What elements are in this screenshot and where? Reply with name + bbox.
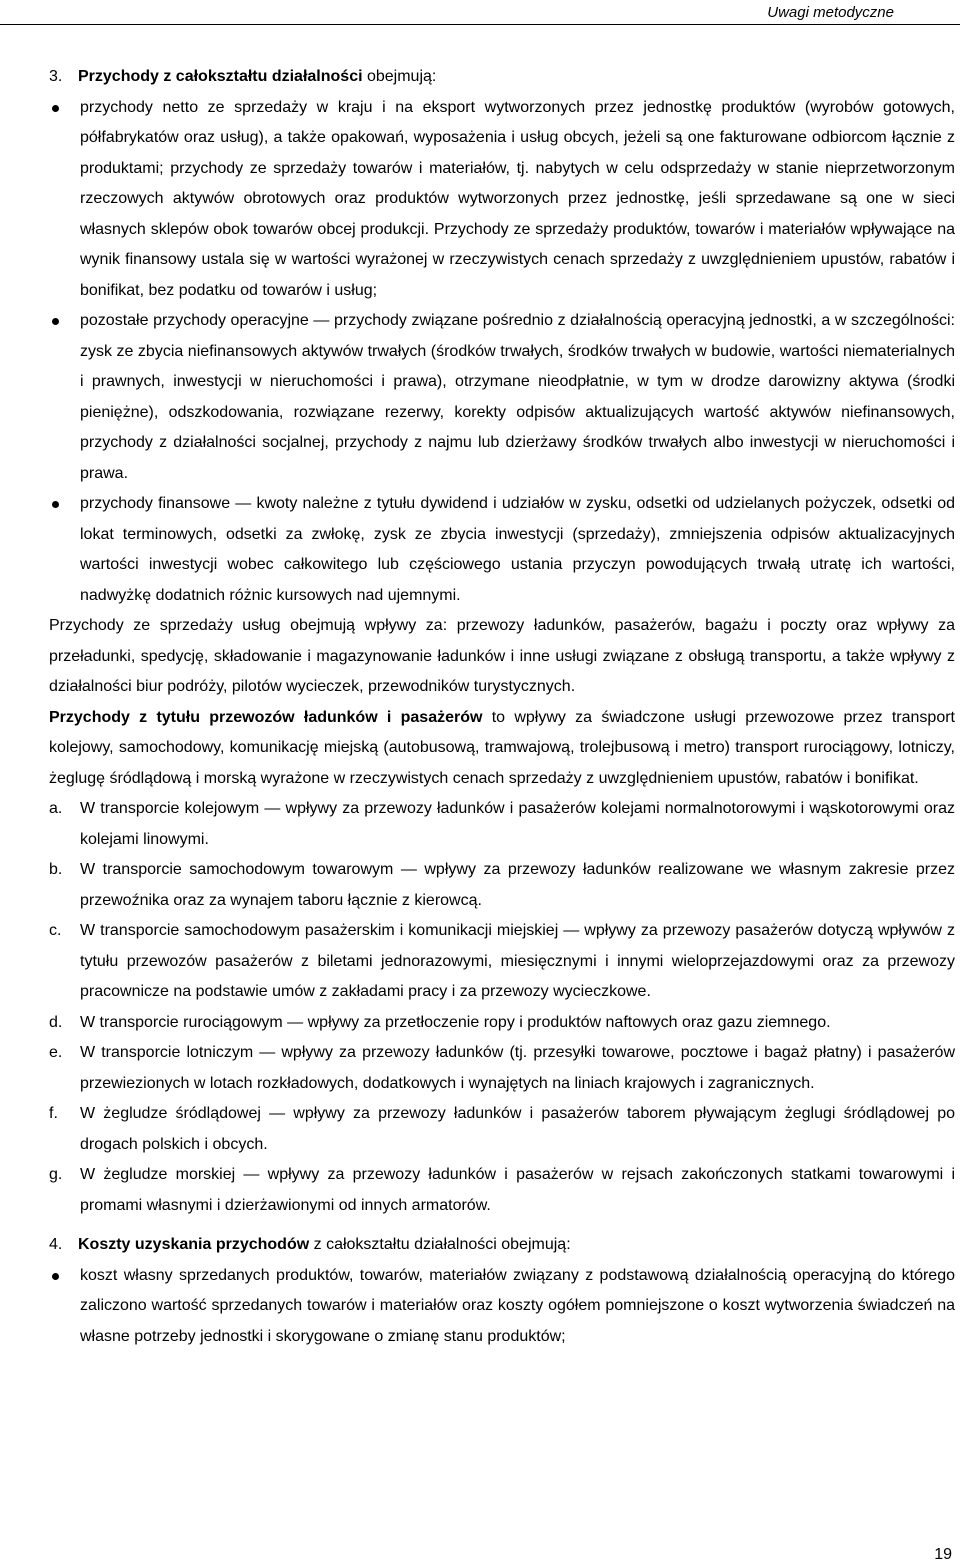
page-number: 19 xyxy=(934,1546,952,1563)
list-text: W transporcie kolejowym — wpływy za przewozy ładunków i pasażerów kolejami normalnotorowymi i wąskotorowymi oraz kolejami linowymi. xyxy=(80,800,955,848)
list-item xyxy=(49,1160,955,1221)
section-3-bullet-list xyxy=(49,93,955,612)
list-item xyxy=(49,1099,955,1160)
bullet-icon xyxy=(49,93,80,307)
list-letter: e. xyxy=(49,1044,63,1061)
list-item xyxy=(49,794,955,855)
transport-text: to wpływy za świadczone usługi przewozowe przez transport kolejowy, samochodowy, komunikację miejską (autobusową, tramwajową, trolejbusową i metro) transport rurociągowy, lotniczy, żeglugę śródlądową i morską wyrażone w rzeczywistych cenach sprzedaży z uwzględnieniem upustów, rabatów i bonifikat. xyxy=(49,708,956,787)
list-letter: c. xyxy=(49,922,62,939)
bullet-text: pozostałe przychody operacyjne — przychody związane pośrednio z działalnością operacyjną jednostki, a w szczególności: zysk ze zbycia niefinansowych aktywów trwałych (środków trwałych, środków trwałych w budowie, wartości niematerialnych i prawnych, inwestycji w nieruchomości i prawa), otrzymane nieodpłatnie, w tym w drodze darowizny aktywa (środki pieniężne), odszkodowania, rozwiązane rezerwy, korekty odpisów aktualizujących wartość aktywów niefinansowych, przychody z działalności socjalnej, przychody z najmu lub dzierżawy środków trwałych albo inwestycji w nieruchomości i prawa. xyxy=(80,312,955,482)
header-divider xyxy=(0,24,960,25)
bullet-text: przychody finansowe — kwoty należne z tytułu dywidend i udziałów w zysku, odsetki od udzielanych pożyczek, odsetki od lokat terminowych, odsetki za zwłokę, zysk ze zbycia inwestycji (sprzedaży), zmniejszenia odpisów aktualizacyjnych wartości inwestycji wobec całkowitego lub częściowego ustania przyczyn powodujących trwałą utratę ich wartości, nadwyżkę dodatnich różnic kursowych nad ujemnymi. xyxy=(80,495,955,604)
transport-title: Przychody z tytułu przewozów ładunków i pasażerów xyxy=(49,708,483,726)
list-text: W żegludze śródlądowej — wpływy za przewozy ładunków i pasażerów taborem pływającym żeglugi śródlądowej po drogach polskich i obcych. xyxy=(80,1105,955,1153)
list-item xyxy=(49,1261,955,1353)
section-3-heading xyxy=(49,62,955,93)
bullet-text: koszt własny sprzedanych produktów, towarów, materiałów związany z podstawową działalnością operacyjną do którego zaliczono wartość sprzedanych towarów i materiałów oraz koszty ogółem pomniejszone o koszt wytworzenia świadczeń na własne potrzeby jednostki i skorygowane o zmianę stanu produktów; xyxy=(80,1266,955,1345)
section-3-title-rest: obejmują: xyxy=(362,68,437,85)
transport-paragraph xyxy=(49,703,955,795)
transport-types-list xyxy=(49,794,955,1221)
bullet-icon xyxy=(49,306,80,489)
list-text: W transporcie lotniczym — wpływy za przewozy ładunków (tj. przesyłki towarowe, pocztowe i bagaż płatny) i pasażerów przewiezionych w lotach rozkładowych, dodatkowych i wynajętych na liniach krajowych i zagranicznych. xyxy=(80,1044,955,1092)
services-paragraph: Przychody ze sprzedaży usług obejmują wpływy za: przewozy ładunków, pasażerów, bagażu i poczty oraz wpływy za przeładunki, spedycję, składowanie i magazynowanie ładunków i inne usługi związane z obsługą transportu, a także wpływy z działalności biur podróży, pilotów wycieczek, przewodników turystycznych. xyxy=(49,617,955,695)
list-text: W transporcie rurociągowym — wpływy za przetłoczenie ropy i produktów naftowych oraz gazu ziemnego. xyxy=(80,1013,831,1031)
header-title: Uwagi metodyczne xyxy=(767,4,894,21)
document-body xyxy=(49,62,955,1352)
list-item xyxy=(49,855,955,916)
list-letter: g. xyxy=(49,1166,63,1183)
list-item xyxy=(49,489,955,611)
section-4-heading xyxy=(49,1230,955,1261)
bullet-text: przychody netto ze sprzedaży w kraju i na eksport wytworzonych przez jednostkę produktów (wyrobów gotowych, półfabrykatów oraz usług), a także opakowań, wyposażenia i usług obcych, jeżeli są one fakturowane odbiorcom łącznie z produktami; przychody ze sprzedaży towarów i materiałów, tj. nabytych w celu odsprzedaży w stanie nieprzetworzonym rzeczowych aktywów obrotowych oraz produktów wytworzonych przez jednostkę, jeśli sprzedawane są one w sieci własnych sklepów obok towarów obcej produkcji. Przychody ze sprzedaży produktów, towarów i materiałów wpływające na wynik finansowy ustala się w wartości wyrażonej w rzeczywistych cenach sprzedaży z uwzględnieniem upustów, rabatów i bonifikat, bez podatku od towarów i usług; xyxy=(80,98,955,299)
bullet-icon xyxy=(49,1261,80,1353)
section-4-title-rest: z całokształtu działalności obejmują: xyxy=(309,1236,571,1253)
list-item xyxy=(49,306,955,489)
bullet-icon xyxy=(49,489,80,611)
list-item xyxy=(49,1038,955,1099)
list-letter: a. xyxy=(49,800,63,817)
list-item xyxy=(49,916,955,1008)
list-letter: f. xyxy=(49,1105,58,1122)
section-3-title: Przychody z całokształtu działalności xyxy=(78,68,363,85)
section-3-number: 3. xyxy=(49,68,63,85)
list-letter: b. xyxy=(49,861,63,878)
list-text: W żegludze morskiej — wpływy za przewozy ładunków i pasażerów w rejsach zakończonych statkami towarowymi i promami własnymi i dzierżawionymi od innych armatorów. xyxy=(80,1166,955,1214)
list-item xyxy=(49,1008,955,1039)
page-header xyxy=(0,0,960,24)
list-letter: d. xyxy=(49,1013,63,1031)
list-item xyxy=(49,93,955,307)
section-4-bullet-list xyxy=(49,1261,955,1353)
list-text: W transporcie samochodowym towarowym — wpływy za przewozy ładunków realizowane we własnym zakresie przez przewoźnika oraz za wynajem taboru łącznie z kierowcą. xyxy=(80,861,955,909)
section-4-title: Koszty uzyskania przychodów xyxy=(78,1236,310,1253)
section-4-number: 4. xyxy=(49,1236,63,1253)
list-text: W transporcie samochodowym pasażerskim i komunikacji miejskiej — wpływy za przewozy pasażerów dotyczą wpływów z tytułu przewozów pasażerów z biletami jednorazowymi, miesięcznymi i innymi wieloprzejazdowymi oraz za przewozy pracownicze na podstawie umów z zakładami pracy i za przewozy wycieczkowe. xyxy=(80,922,955,1000)
